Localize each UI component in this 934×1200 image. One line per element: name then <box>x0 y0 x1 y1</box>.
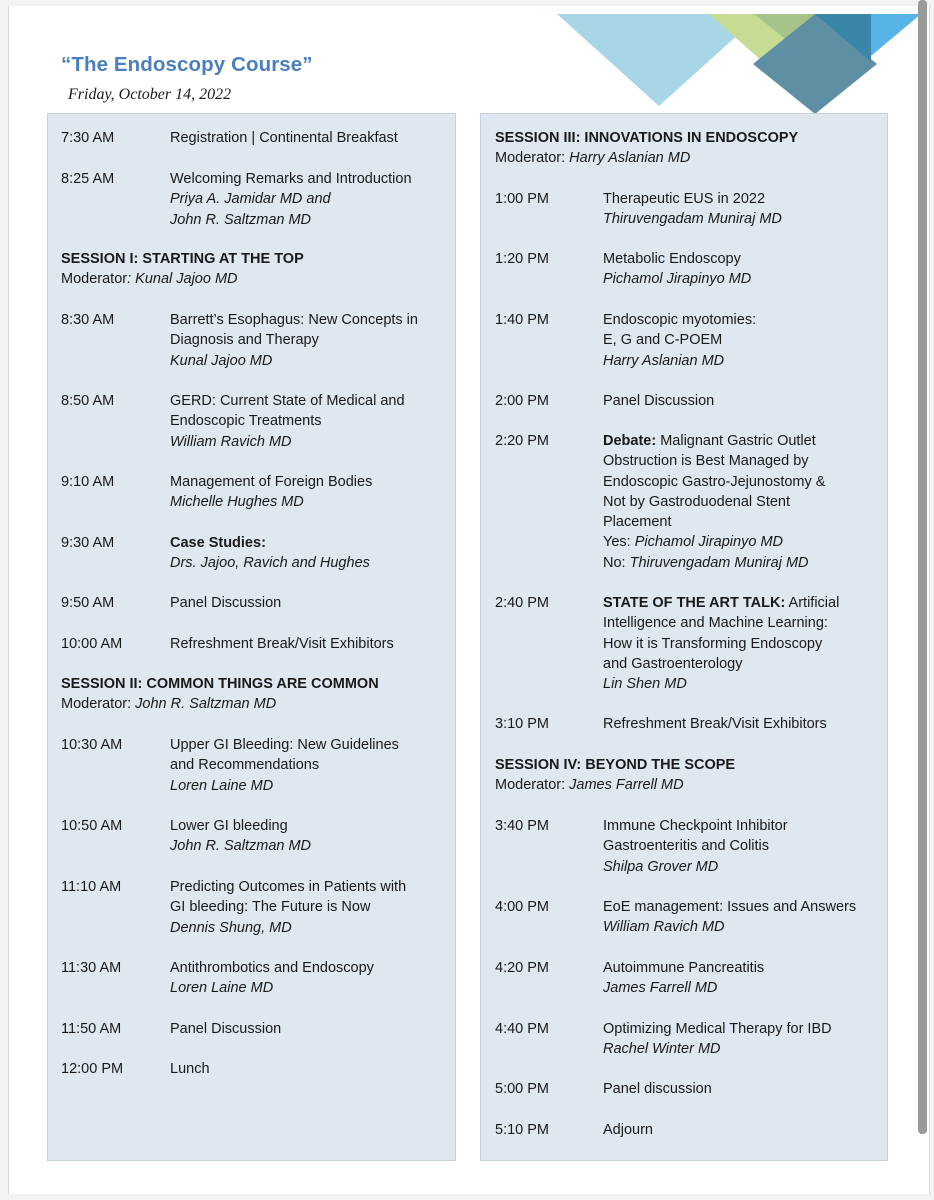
session-header <box>48 249 468 290</box>
talk-title-line: Refreshment Break/Visit Exhibitors <box>170 636 394 652</box>
speaker-name: Thiruvengadam Muniraj MD <box>629 554 809 571</box>
schedule-description <box>603 1019 883 1060</box>
talk-title-line: Gastroenteritis and Colitis <box>603 838 770 855</box>
schedule-time: 7:30 AM <box>61 130 115 146</box>
schedule-description <box>170 816 448 857</box>
session-title: SESSION II: COMMON THINGS ARE COMMON <box>61 676 379 692</box>
speaker-name: William Ravich MD <box>170 433 292 450</box>
talk-title-line: Endoscopic Gastro-Jejunostomy & <box>603 473 826 490</box>
schedule-time: 12:00 PM <box>61 1061 124 1077</box>
talk-title-line: Obstruction is Best Managed by <box>603 453 809 470</box>
schedule-description <box>170 472 448 513</box>
schedule-description <box>603 310 883 371</box>
schedule-description <box>603 897 883 938</box>
schedule-time: 11:30 AM <box>61 960 122 976</box>
schedule-time: 10:30 AM <box>61 737 123 753</box>
debate-label: Debate: <box>603 433 657 449</box>
schedule-column-right <box>480 113 888 1161</box>
talk-title-line: Refreshment Break/Visit Exhibitors <box>603 716 827 732</box>
schedule-time: 11:50 AM <box>61 1021 122 1037</box>
schedule-description <box>170 735 448 796</box>
schedule-description <box>603 1079 883 1099</box>
schedule-description <box>170 1059 448 1079</box>
talk-title-line: Panel Discussion <box>170 595 282 611</box>
talk-title-line: Immune Checkpoint Inhibitor <box>603 818 788 834</box>
schedule-description <box>170 310 448 371</box>
speaker-name: Pichamol Jirapinyo MD <box>634 534 783 551</box>
talk-title-line: GI bleeding: The Future is Now <box>170 899 371 916</box>
schedule-description <box>170 128 448 148</box>
schedule-description <box>603 816 883 877</box>
speaker-name: James Farrell MD <box>603 980 718 997</box>
speaker-name: William Ravich MD <box>603 919 725 936</box>
talk-title-line: Panel Discussion <box>603 393 715 409</box>
talk-title-line <box>603 593 883 613</box>
moderator-name: James Farrell MD <box>569 777 684 794</box>
talk-title-line: Panel discussion <box>603 1081 712 1097</box>
talk-title-line: Diagnosis and Therapy <box>170 332 319 349</box>
schedule-time: 10:00 AM <box>61 636 123 652</box>
talk-title-line: EoE management: Issues and Answers <box>603 899 857 915</box>
debate-title-start: Malignant Gastric Outlet <box>656 433 816 449</box>
talk-title-line: Metabolic Endoscopy <box>603 251 741 267</box>
schedule-description <box>603 249 883 290</box>
schedule-description <box>603 391 883 411</box>
session-header <box>481 128 901 169</box>
schedule-description <box>170 1019 448 1039</box>
moderator-name: Kunal Jajoo MD <box>135 271 238 288</box>
speaker-name: Drs. Jajoo, Ravich and Hughes <box>170 555 370 572</box>
session-moderator <box>495 775 901 795</box>
schedule-time: 1:40 PM <box>495 312 549 328</box>
decor-sky-triangle <box>871 14 921 56</box>
schedule-time: 4:40 PM <box>495 1021 549 1037</box>
speaker-name: Shilpa Grover MD <box>603 858 719 875</box>
talk-title-line: Lunch <box>170 1061 210 1077</box>
schedule-description <box>603 431 883 573</box>
keynote-label: STATE OF THE ART TALK: <box>603 595 786 611</box>
no-label: No: <box>603 554 630 571</box>
speaker-name: Priya A. Jamidar MD and <box>170 191 331 208</box>
schedule-description <box>603 714 883 734</box>
schedule-time: 2:00 PM <box>495 393 549 409</box>
event-date: Friday, October 14, 2022 <box>68 86 232 103</box>
schedule-time: 3:40 PM <box>495 818 549 834</box>
talk-title-line: Welcoming Remarks and Introduction <box>170 171 412 187</box>
document-page <box>8 6 930 1194</box>
speaker-name: Loren Laine MD <box>170 980 274 997</box>
talk-title-line: Intelligence and Machine Learning: <box>603 615 828 632</box>
schedule-time: 5:10 PM <box>495 1122 549 1138</box>
speaker-name: Pichamol Jirapinyo MD <box>603 271 752 288</box>
talk-title-line: Adjourn <box>603 1122 653 1138</box>
schedule-description <box>603 1120 883 1140</box>
schedule-time: 3:10 PM <box>495 716 549 732</box>
talk-title-line: Placement <box>603 514 672 531</box>
debate-no-line <box>603 553 883 573</box>
speaker-name: Kunal Jajoo MD <box>170 352 273 369</box>
moderator-label: Moderator <box>61 271 128 288</box>
talk-title-line: Not by Gastroduodenal Stent <box>603 493 791 510</box>
schedule-description <box>170 169 448 230</box>
schedule-time: 4:00 PM <box>495 899 549 915</box>
speaker-name: John R. Saltzman MD <box>170 211 312 228</box>
schedule-time: 2:20 PM <box>495 433 549 449</box>
page-title: “The Endoscopy Course” <box>61 53 313 76</box>
schedule-time: 8:30 AM <box>61 312 115 328</box>
talk-title-line: Barrett’s Esophagus: New Concepts in <box>170 312 418 328</box>
speaker-name: Rachel Winter MD <box>603 1041 721 1058</box>
session-moderator <box>61 269 468 289</box>
talk-title-line: Case Studies: <box>170 535 266 551</box>
schedule-description <box>170 533 448 574</box>
talk-title-line: Endoscopic myotomies: <box>603 312 757 328</box>
talk-title-line: and Recommendations <box>170 757 320 774</box>
vertical-scrollbar[interactable] <box>918 0 927 1134</box>
schedule-time: 2:40 PM <box>495 595 549 611</box>
speaker-name: Lin Shen MD <box>603 676 687 693</box>
schedule-description <box>603 189 883 230</box>
moderator-name: John R. Saltzman MD <box>135 696 277 713</box>
debate-yes-line <box>603 532 883 552</box>
schedule-time: 9:30 AM <box>61 535 115 551</box>
schedule-description <box>170 634 448 654</box>
schedule-description <box>603 593 883 694</box>
schedule-time: 9:50 AM <box>61 595 115 611</box>
talk-title-line: How it is Transforming Endoscopy <box>603 635 823 652</box>
schedule-description <box>170 877 448 938</box>
talk-title-line: Antithrombotics and Endoscopy <box>170 960 374 976</box>
speaker-name: Dennis Shung, MD <box>170 919 292 936</box>
schedule-description <box>170 958 448 999</box>
moderator-name: Harry Aslanian MD <box>569 150 691 167</box>
moderator-label: Moderator: <box>61 696 136 713</box>
talk-title-line: Therapeutic EUS in 2022 <box>603 191 766 207</box>
speaker-name: Harry Aslanian MD <box>603 352 725 369</box>
talk-title-line: Panel Discussion <box>170 1021 282 1037</box>
keynote-title-start: Artificial <box>785 595 840 611</box>
talk-title-line: Lower GI bleeding <box>170 818 288 834</box>
speaker-name: John R. Saltzman MD <box>170 838 312 855</box>
schedule-description <box>603 958 883 999</box>
session-title: SESSION I: STARTING AT THE TOP <box>61 251 304 267</box>
talk-title-line: Optimizing Medical Therapy for IBD <box>603 1021 832 1037</box>
session-moderator <box>495 148 901 168</box>
talk-title-line: Endoscopic Treatments <box>170 413 322 430</box>
talk-title-line: Registration | Continental Breakfast <box>170 130 398 146</box>
moderator-separator: : <box>127 271 136 288</box>
talk-title-line: GERD: Current State of Medical and <box>170 393 405 409</box>
schedule-time: 11:10 AM <box>61 879 122 895</box>
schedule-time: 8:25 AM <box>61 171 115 187</box>
talk-title-line <box>603 431 883 451</box>
talk-title-line: Management of Foreign Bodies <box>170 474 373 490</box>
schedule-column-left <box>47 113 456 1161</box>
schedule-time: 8:50 AM <box>61 393 115 409</box>
talk-title-line: Upper GI Bleeding: New Guidelines <box>170 737 399 753</box>
session-title: SESSION III: INNOVATIONS IN ENDOSCOPY <box>495 130 799 146</box>
talk-title-line: Predicting Outcomes in Patients with <box>170 879 407 895</box>
moderator-label: Moderator: <box>495 150 570 167</box>
moderator-label: Moderator: <box>495 777 570 794</box>
speaker-name: Thiruvengadam Muniraj MD <box>603 211 782 228</box>
session-header <box>48 674 468 715</box>
schedule-time: 5:00 PM <box>495 1081 549 1097</box>
schedule-time: 10:50 AM <box>61 818 123 834</box>
talk-title-line: E, G and C-POEM <box>603 332 723 349</box>
schedule-time: 1:00 PM <box>495 191 549 207</box>
speaker-name: Loren Laine MD <box>170 777 274 794</box>
session-header <box>481 755 901 796</box>
talk-title-line: Autoimmune Pancreatitis <box>603 960 765 976</box>
talk-title-line: and Gastroenterology <box>603 655 743 672</box>
session-moderator <box>61 694 468 714</box>
schedule-time: 1:20 PM <box>495 251 549 267</box>
schedule-description <box>170 391 448 452</box>
speaker-name: Michelle Hughes MD <box>170 494 304 511</box>
yes-label: Yes: <box>603 534 635 551</box>
session-title: SESSION IV: BEYOND THE SCOPE <box>495 757 736 773</box>
schedule-description <box>170 593 448 613</box>
schedule-time: 9:10 AM <box>61 474 115 490</box>
schedule-time: 4:20 PM <box>495 960 549 976</box>
